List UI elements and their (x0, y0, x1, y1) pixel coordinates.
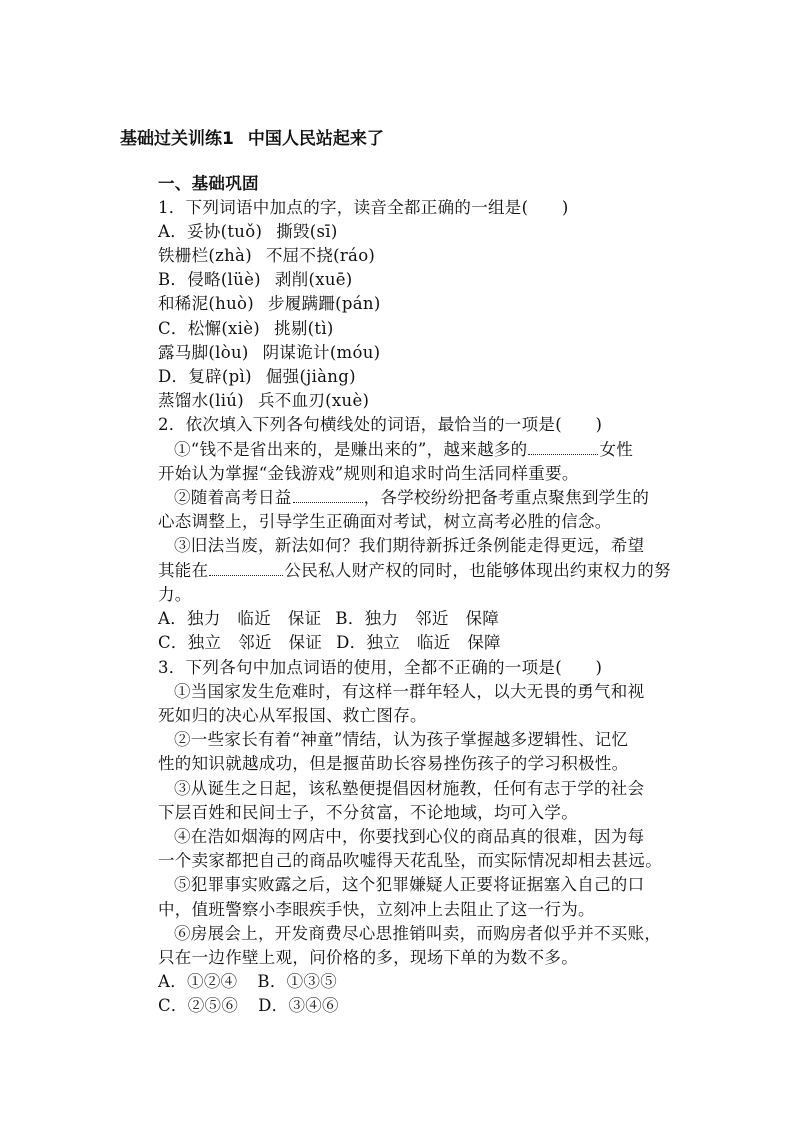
q2-sentence1-line2: 开始认为掌握“金钱游戏”规则和追求时尚生活同样重要。 (158, 464, 579, 483)
section-heading: 一、基础巩固 (158, 174, 259, 193)
q3-sentence6-line2: 只在一边作壁上观，问价格的多，现场下单的为数不多。 (158, 948, 578, 967)
q3-sentence5-line1: ⑤犯罪事实败露之后，这个犯罪嫌疑人正要将证据塞入自己的口 (174, 875, 645, 894)
q2-sentence2-line1: ②随着高考日益 ，各学校纷纷把备考重点聚焦到学生的 (174, 488, 650, 507)
q3-sentence3-line2: 下层百姓和民间士子，不分贫富，不论地域，均可入学。 (158, 803, 578, 822)
fill-blank (293, 488, 363, 503)
q1-option-d-line2: 蒸馏水(liú) 兵不血刃(xuè) (158, 391, 370, 410)
q3-sentence2-line1: ②一些家长有着“神童”情结，认为孩子掌握越多逻辑性、记忆 (174, 730, 629, 749)
q3-options-ab: A．①②④ B．①③⑤ (158, 972, 338, 991)
title-main: 基础过关训练1 (120, 129, 234, 149)
q3-sentence5-line2: 中，值班警察小李眼疾手快，立刻冲上去阻止了这一行为。 (158, 900, 595, 919)
q3-sentence1-line1: ①当国家发生危难时，有这样一群年轻人，以大无畏的勇气和视 (174, 682, 645, 701)
title-sub: 中国人民站起来了 (247, 129, 384, 149)
q3-stem: 3．下列各句中加点词语的使用，全都不正确的一项是( ) (158, 658, 603, 677)
q3-sentence3-line1: ③从诞生之日起，该私塾便提倡因材施教，任何有志于学的社会 (174, 779, 645, 798)
q2-sentence3-line2: 其能在 公民私人财产权的同时，也能够体现出约束权力的努 (158, 561, 671, 580)
fill-blank (528, 440, 598, 455)
q1-option-a-line2: 铁栅栏(zhà) 不屈不挠(ráo) (158, 246, 376, 265)
q1-option-b-line1: B．侵略(lüè) 剥削(xuē) (158, 270, 353, 289)
q3-sentence2-line2: 性的知识就越成功，但是揠苗助长容易挫伤孩子的学习积极性。 (158, 754, 629, 773)
q3-sentence4-line1: ④在浩如烟海的网店中，你要找到心仪的商品真的很难，因为每 (174, 827, 645, 846)
page-title (120, 124, 384, 149)
q2-sentence2-line2: 心态调整上，引导学生正确面对考试，树立高考必胜的信念。 (158, 512, 612, 531)
q3-sentence4-line2: 一个卖家都把自己的商品吹嘘得天花乱坠，而实际情况却相去甚远。 (158, 851, 662, 870)
q2-stem: 2．依次填入下列各句横线处的词语，最恰当的一项是( ) (158, 415, 603, 434)
q1-option-a-line1: A．妥协(tuǒ) 撕毁(sī) (158, 222, 338, 241)
q2-options-cd: C．独立 邻近 保证 D．独立 临近 保障 (158, 633, 501, 652)
q1-option-c-line1: C．松懈(xiè) 挑剔(tì) (158, 319, 334, 338)
q2-sentence1-line1: ①“钱不是省出来的，是赚出来的”，越来越多的 女性 (174, 440, 634, 459)
q1-stem: 1．下列词语中加点的字，读音全都正确的一组是( ) (158, 198, 569, 217)
q3-sentence1-line2: 死如归的决心从军报国、救亡图存。 (158, 706, 427, 725)
q1-option-c-line2: 露马脚(lòu) 阴谋诡计(móu) (158, 343, 381, 362)
q2-sentence3-line3: 力。 (158, 585, 192, 604)
q1-option-b-line2: 和稀泥(huò) 步履蹒跚(pán) (158, 294, 381, 313)
q3-sentence6-line1: ⑥房展会上，开发商费尽心思推销叫卖，而购房者似乎并不买账， (174, 924, 662, 943)
q2-sentence3-line1: ③旧法当废，新法如何？我们期待新拆迁条例能走得更远，希望 (174, 536, 645, 555)
q1-option-d-line1: D．复辟(pì) 倔强(jiàng) (158, 367, 356, 386)
q3-options-cd: C．②⑤⑥ D．③④⑥ (158, 996, 339, 1015)
fill-blank (209, 561, 283, 576)
q2-options-ab: A．独力 临近 保证 B．独力 邻近 保障 (158, 609, 500, 628)
